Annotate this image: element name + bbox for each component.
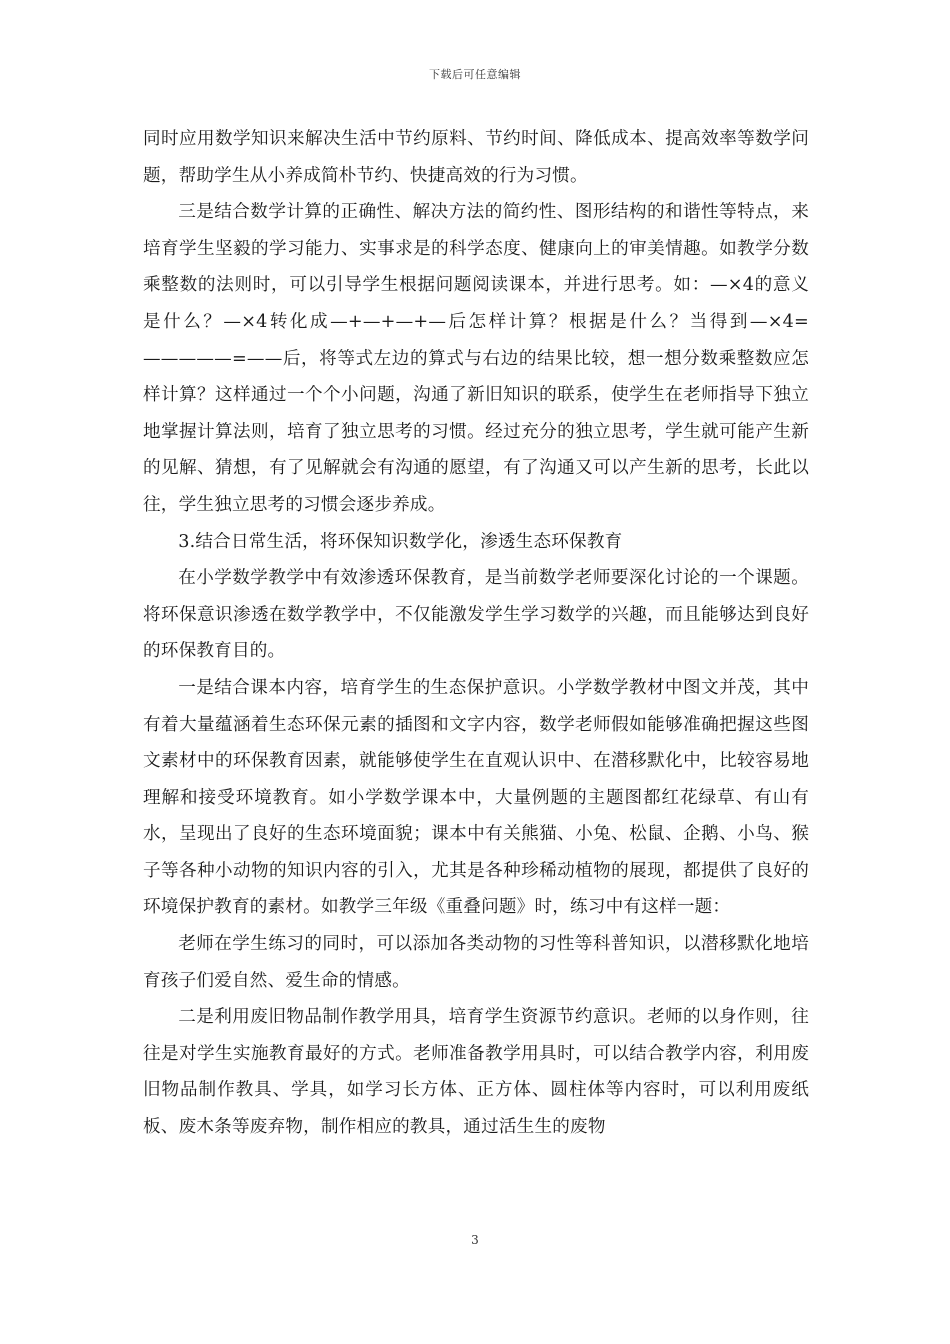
paragraph: 老师在学生练习的同时，可以添加各类动物的习性等科普知识，以潜移默化地培育孩子们爱自然、爱生命的情感。 <box>143 934 809 991</box>
paragraph: 一是结合课本内容，培育学生的生态保护意识。小学数学教材中图文并茂，其中有着大量蕴涵着生态环保元素的插图和文字内容，数学老师假如能够准确把握这些图文素材中的环保教育因素，就能够使学生在直观认识中、在潜移默化中，比较容易地理解和接受环境教育。如小学数学课本中，大量例题的主题图都红花绿草、有山有水，呈现出了良好的生态环境面貌；课本中有关熊猫、小兔、松鼠、企鹅、小鸟、猴子等各种小动物的知识内容的引入，尤其是各种珍稀动植物的展现，都提供了良好的环境保护教育的素材。如教学三年级《重叠问题》时，练习中有这样一题： <box>143 677 809 918</box>
document-body <box>143 121 809 1146</box>
section-heading: 3.结合日常生活，将环保知识数学化，渗透生态环保教育 <box>178 531 623 552</box>
paragraph: 在小学数学教学中有效渗透环保教育，是当前数学老师要深化讨论的一个课题。将环保意识渗透在数学教学中，不仅能激发学生学习数学的兴趣，而且能够达到良好的环保教育目的。 <box>143 568 809 662</box>
page-header: 下载后可任意编辑 <box>429 68 521 81</box>
paragraph: 三是结合数学计算的正确性、解决方法的简约性、图形结构的和谐性等特点，来培育学生坚毅的学习能力、实事求是的科学态度、健康向上的审美情趣。如教学分数乘整数的法则时，可以引导学生根据问题阅读课本，并进行思考。如：—×4的意义是什么？—×4转化成—+—+—+—后怎样计算？根据是什么？当得到—×4=—————=——后，将等式左边的算式与右边的结果比较，想一想分数乘整数应怎样计算？这样通过一个个小问题，沟通了新旧知识的联系，使学生在老师指导下独立地掌握计算法则，培育了独立思考的习惯。经过充分的独立思考，学生就可能产生新的见解、猜想，有了见解就会有沟通的愿望，有了沟通又可以产生新的思考，长此以往，学生独立思考的习惯会逐步养成。 <box>143 202 809 515</box>
page-number: 3 <box>471 1233 479 1247</box>
paragraph: 二是利用废旧物品制作教学用具，培育学生资源节约意识。老师的以身作则，往往是对学生实施教育最好的方式。老师准备教学用具时，可以结合教学内容，利用废旧物品制作教具、学具，如学习长方体、正方体、圆柱体等内容时，可以利用废纸板、废木条等废弃物，制作相应的教具，通过活生生的废物 <box>143 1007 809 1138</box>
paragraph: 同时应用数学知识来解决生活中节约原料、节约时间、降低成本、提高效率等数学问题，帮助学生从小养成简朴节约、快捷高效的行为习惯。 <box>143 129 809 186</box>
